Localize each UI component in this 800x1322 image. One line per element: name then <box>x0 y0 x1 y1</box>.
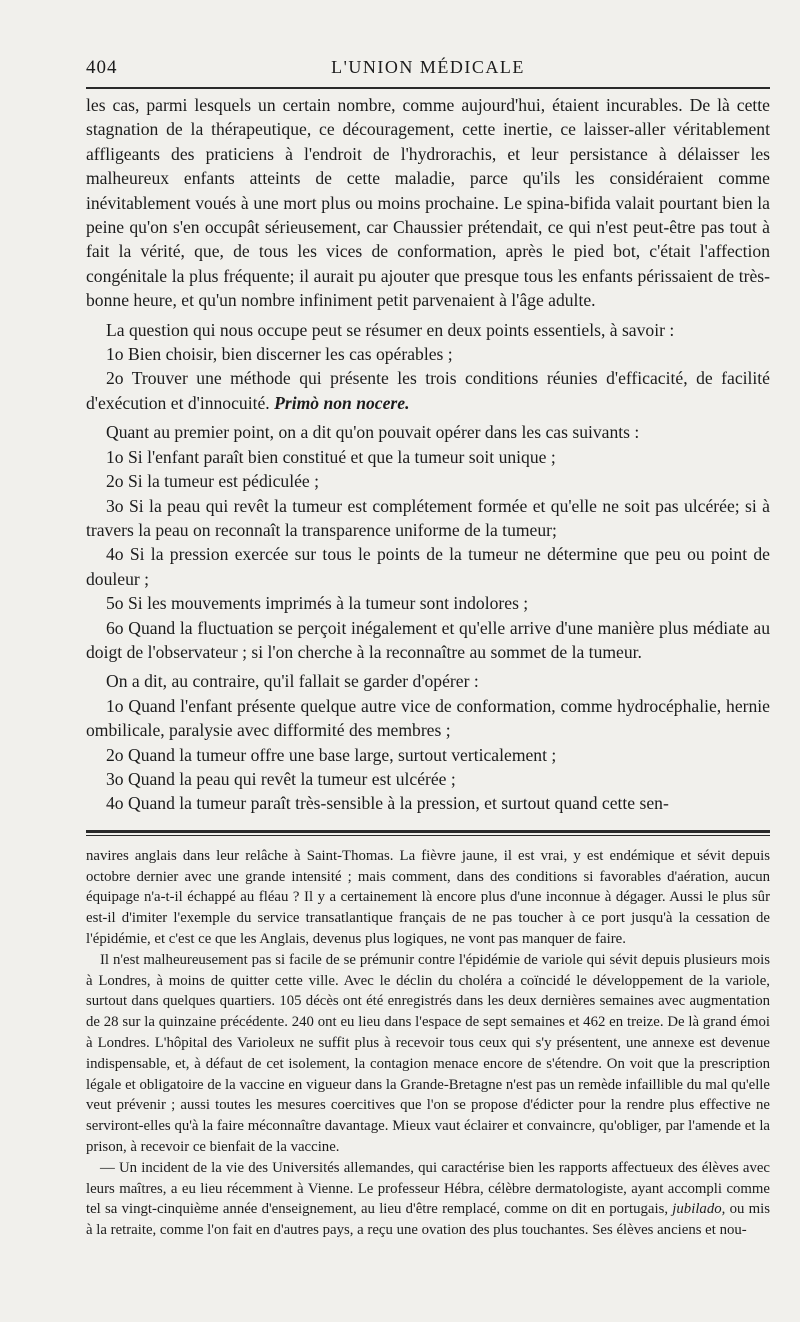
paragraph: On a dit, au contraire, qu'il fallait se garder d'opérer : <box>106 671 479 692</box>
list-item: 1o Si l'enfant paraît bien constitué et que la tumeur soit unique ; <box>106 446 556 467</box>
list-item: 5o Si les mouvements imprimés à la tumeur sont indolores ; <box>106 593 529 614</box>
list-item: 3o Si la peau qui revêt la tumeur est complétement formée et qu'elle ne soit pas ulcérée; si à travers la peau on reconnaît la transparence uniforme de la tumeur; <box>86 495 770 540</box>
main-article <box>86 93 770 816</box>
list-item: 1o Bien choisir, bien discerner les cas opérables ; <box>106 344 453 365</box>
list-item <box>86 366 770 415</box>
list-item: 3o Quand la peau qui revêt la tumeur est ulcérée ; <box>106 768 456 789</box>
feuilleton <box>86 846 770 1241</box>
list-item: 2o Si la tumeur est pédiculée ; <box>106 471 320 492</box>
feuilleton-paragraph: navires anglais dans leur relâche à Saint-Thomas. La fièvre jaune, il est vrai, y est endémique et sévit depuis octobre dernier avec une grande intensité ; mais comment, dans des conditions si favorables d'aération, aucun équipage n'a-t-il échappé au fléau ? Il y a certainement là encore plus d'une inconnue à dégager. Aussi le plus sûr est-il d'imiter l'exemple du service transatlantique français de ne pas toucher à ce port jusqu'à la cessation de l'épidémie, et c'est ce que les Anglais, devenus plus logiques, ne vont pas manquer de faire. <box>86 847 770 947</box>
list-item: 6o Quand la fluctuation se perçoit inégalement et qu'elle arrive d'une manière plus médiate au doigt de l'observateur ; si l'on cherche à la reconnaître au sommet de la tumeur. <box>86 617 770 662</box>
page-header <box>86 55 770 87</box>
header-rule <box>86 87 770 89</box>
latin-maxim: Primò non nocere. <box>274 392 410 413</box>
list-item: 4o Si la pression exercée sur tous le points de la tumeur ne détermine que peu ou point de douleur ; <box>86 544 770 589</box>
running-title: L'UNION MÉDICALE <box>331 57 525 77</box>
page-number: 404 <box>86 57 118 78</box>
feuilleton-separator <box>86 830 770 836</box>
list-item: 4o Quand la tumeur paraît très-sensible à la pression, et surtout quand cette sen- <box>106 793 669 814</box>
paragraph: Quant au premier point, on a dit qu'on pouvait opérer dans les cas suivants : <box>106 422 640 443</box>
feuilleton-paragraph: Il n'est malheureusement pas si facile de se prémunir contre l'épidémie de variole qui sévit depuis plusieurs mois à Londres, à moins de quitter cette ville. Avec le déclin du choléra a coïncidé le développement de la variole, surtout dans quelques quartiers. 105 décès ont été enregistrés dans les deux dernières semaines avec augmentation de 28 sur la quinzaine précédente. 240 ont eu lieu dans l'espace de sept semaines et 462 en treize. De là grand émoi à Londres. L'hôpital des Varioleux ne suffit plus à recevoir tous ceux qui s'y présentent, une annexe est devenue indispensable, et, à défaut de cet isolement, la contagion menace encore de s'étendre. On voit que la prescription légale et obligatoire de la vaccine en vigueur dans la Grande-Bretagne n'est pas un remède infaillible du mal qu'elle veut prévenir ; aussi toutes les mesures coercitives que l'on se propose d'édicter pour la rendre plus effective ne serviront-elles qu'à la faire méconnaître davantage. Mieux vaut éclairer et convaincre, qu'obliger, par l'amende et la prison, à recevoir ce bienfait de la vaccine. <box>86 951 770 1155</box>
italic-term: jubilado, <box>672 1201 726 1218</box>
feuilleton-text: ou mis à la retraite, comme l'on fait en d'autres pays, a reçu une ovation des plus touchantes. Ses élèves anciens et nou- <box>86 1201 771 1239</box>
feuilleton-text: — Un incident de la vie des Universités allemandes, qui caractérise bien les rapports affectueux des élèves avec leurs maîtres, a eu lieu récemment à Vienne. Le professeur Hébra, célèbre dermatologiste, ayant accompli comme tel sa vingt-cinquième année d'enseignement, au lieu d'être remplacé, comme on dit en portugais, <box>86 1159 770 1218</box>
feuilleton-paragraph <box>86 1158 770 1241</box>
list-item: 2o Quand la tumeur offre une base large, surtout verticalement ; <box>106 744 557 765</box>
list-item-text: 2o Trouver une méthode qui présente les trois conditions réunies d'efficacité, de facilité d'exécution et d'innocuité. <box>86 368 770 413</box>
paragraph: La question qui nous occupe peut se résumer en deux points essentiels, à savoir : <box>106 319 675 340</box>
paragraph: les cas, parmi lesquels un certain nombre, comme aujourd'hui, étaient incurables. De là cette stagnation de la thérapeutique, ce découragement, cette inertie, ce laisser-aller véritablement affligeants des praticiens à l'endroit de l'hydrorachis, et leur persistance à délaisser les malheureux enfants atteints de cette maladie, parce qu'ils les considéraient comme inévitablement voués à une mort plus ou moins prochaine. Le spina-bifida valait pourtant bien la peine qu'on s'en occupât sérieusement, car Chaussier prétendait, ce qui n'est peut-être pas tout à fait la vérité, que, de tous les vices de conformation, après le pied bot, c'était l'affection congénitale la plus fréquente; il aurait pu ajouter que presque tous les enfants périssaient de très-bonne heure, et qu'un nombre infiniment petit parvenaient à l'âge adulte. <box>86 95 770 311</box>
list-item: 1o Quand l'enfant présente quelque autre vice de conformation, comme hydrocéphalie, hernie ombilicale, paralysie avec difformité des membres ; <box>86 695 770 741</box>
